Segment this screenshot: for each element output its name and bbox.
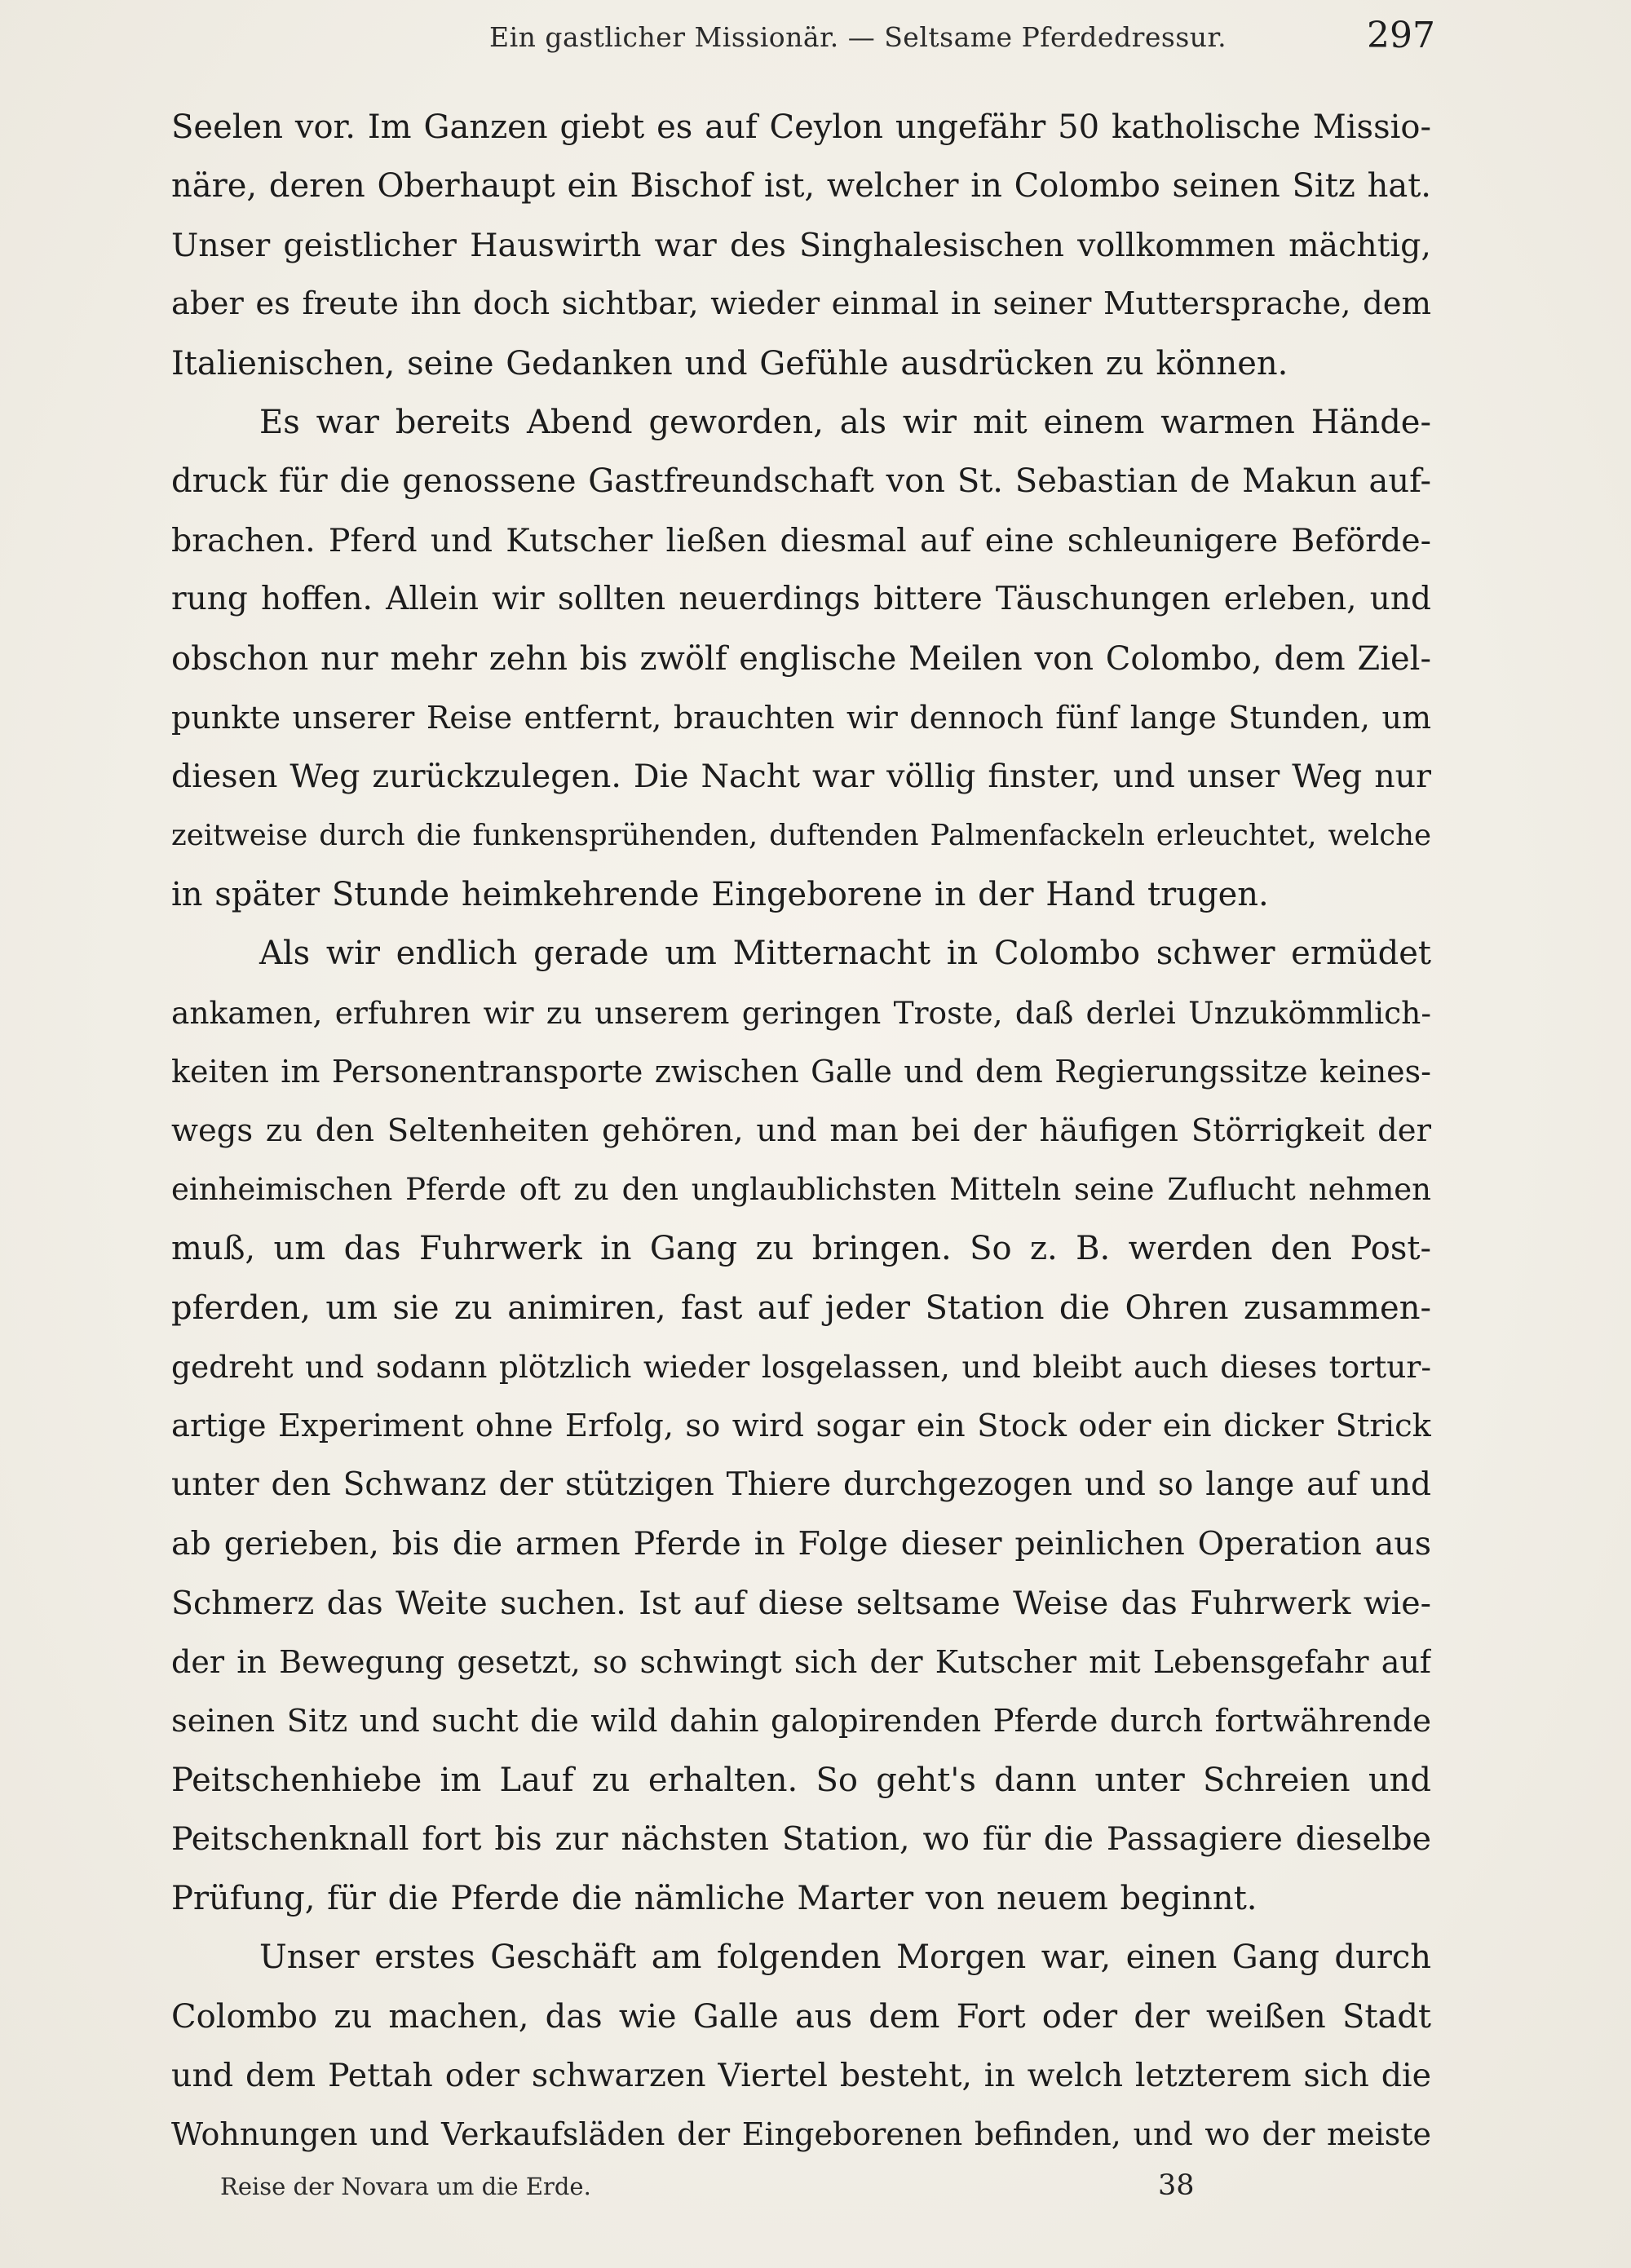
text-line: brachen. Pferd und Kutscher ließen diesmal auf eine schleunigere Beförde-: [171, 521, 1431, 559]
text-line: und dem Pettah oder schwarzen Viertel besteht, in welch letzterem sich die: [171, 2056, 1431, 2094]
page-header: [171, 15, 1435, 72]
text-line: Peitschenhiebe im Lauf zu erhalten. So geht's dann unter Schreien und: [171, 1761, 1431, 1799]
text-line: Peitschenknall fort bis zur nächsten Station, wo für die Passagiere dieselbe: [171, 1820, 1431, 1859]
text-line: pferden, um sie zu animiren, fast auf jeder Station die Ohren zusammen-: [171, 1289, 1431, 1327]
running-head: Ein gastlicher Missionär. — Seltsame Pferdedressur.: [489, 21, 1227, 53]
page-footer: [220, 2169, 1435, 2218]
text-line: unter den Schwanz der stützigen Thiere durchgezogen und so lange auf und: [171, 1466, 1431, 1503]
footer-book-title: Reise der Novara um die Erde.: [220, 2173, 591, 2200]
paragraph: [171, 98, 1431, 393]
text-line: seinen Sitz und sucht die wild dahin galopirenden Pferde durch fortwährende: [171, 1702, 1431, 1740]
text-line: näre, deren Oberhaupt ein Bischof ist, welcher in Colombo seinen Sitz hat.: [171, 167, 1431, 206]
text-line: Es war bereits Abend geworden, als wir mit einem warmen Hände-: [259, 403, 1431, 441]
paragraph: [171, 393, 1431, 925]
text-line: Colombo zu machen, das wie Galle aus dem Fort oder der weißen Stadt: [171, 1997, 1431, 2036]
text-line: Als wir endlich gerade um Mitternacht in Colombo schwer ermüdet: [259, 935, 1431, 973]
body-text: [171, 98, 1431, 2164]
text-line: Unser erstes Geschäft am folgenden Morgen war, einen Gang durch: [259, 1939, 1431, 1977]
text-line: keiten im Personentransporte zwischen Galle und dem Regierungssitze keines-: [171, 1054, 1431, 1090]
text-line: Prüfung, für die Pferde die nämliche Marter von neuem beginnt.: [171, 1879, 1258, 1917]
text-line: einheimischen Pferde oft zu den unglaublichsten Mitteln seine Zuflucht nehmen: [171, 1172, 1431, 1208]
text-line: ankamen, erfuhren wir zu unserem geringen Troste, daß derlei Unzukömmlich-: [171, 994, 1431, 1031]
text-line: aber es freute ihn doch sichtbar, wieder einmal in seiner Muttersprache, dem: [171, 285, 1431, 323]
text-line: in später Stunde heimkehrende Eingeborene in der Hand trugen.: [171, 876, 1269, 914]
page-number: 297: [1367, 15, 1435, 56]
text-line: punkte unserer Reise entfernt, brauchten wir dennoch fünf lange Stunden, um: [171, 699, 1431, 736]
text-line: zeitweise durch die funkensprühenden, duftenden Palmenfackeln erleuchtet, welche: [171, 818, 1431, 852]
paragraph: [171, 924, 1431, 1928]
text-line: ab gerieben, bis die armen Pferde in Folge dieser peinlichen Operation aus: [171, 1525, 1431, 1563]
text-line: artige Experiment ohne Erfolg, so wird sogar ein Stock oder ein dicker Strick: [171, 1407, 1431, 1444]
text-line: druck für die genossene Gastfreundschaft von St. Sebastian de Makun auf-: [171, 462, 1431, 501]
text-line: muß, um das Fuhrwerk in Gang zu bringen. So z. B. werden den Post-: [171, 1230, 1431, 1268]
text-line: obschon nur mehr zehn bis zwölf englische Meilen von Colombo, dem Ziel-: [171, 639, 1431, 678]
text-line: Seelen vor. Im Ganzen giebt es auf Ceylon ungefähr 50 katholische Missio-: [171, 108, 1431, 146]
text-line: der in Bewegung gesetzt, so schwingt sich der Kutscher mit Lebensgefahr auf: [171, 1644, 1431, 1681]
text-line: diesen Weg zurückzulegen. Die Nacht war völlig finster, und unser Weg nur: [171, 758, 1431, 796]
paragraph: [171, 1928, 1431, 2164]
text-line: Italienischen, seine Gedanken und Gefühle ausdrücken zu können.: [171, 344, 1288, 382]
text-line: Schmerz das Weite suchen. Ist auf diese seltsame Weise das Fuhrwerk wie-: [171, 1584, 1431, 1622]
text-line: Unser geistlicher Hauswirth war des Singhalesischen vollkommen mächtig,: [171, 226, 1431, 264]
signature-mark: 38: [1158, 2169, 1195, 2202]
text-line: gedreht und sodann plötzlich wieder losgelassen, und bleibt auch dieses tortur-: [171, 1349, 1431, 1386]
text-line: wegs zu den Seltenheiten gehören, und man bei der häufigen Störrigkeit der: [171, 1112, 1431, 1149]
text-line: rung hoffen. Allein wir sollten neuerdings bittere Täuschungen erleben, und: [171, 581, 1431, 618]
text-line: Wohnungen und Verkaufsläden der Eingeborenen befinden, und wo der meiste: [171, 2116, 1431, 2153]
